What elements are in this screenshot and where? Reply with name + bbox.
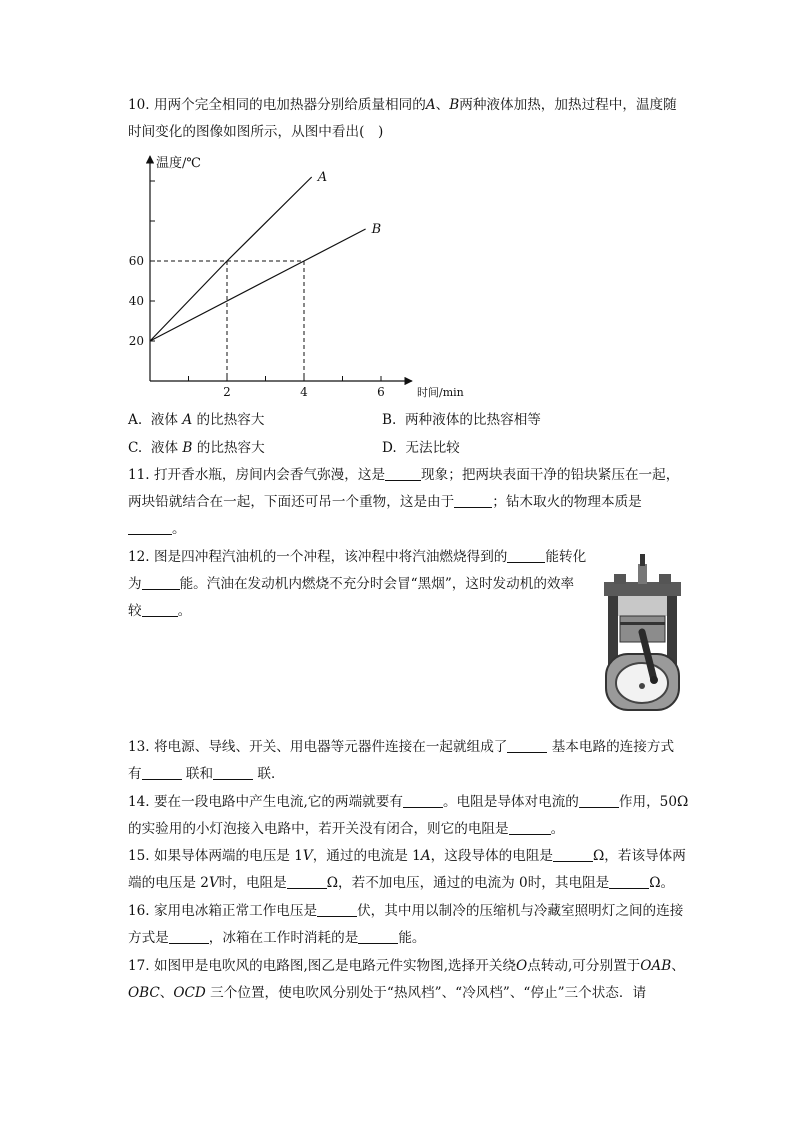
q10-option-d[interactable] xyxy=(382,439,460,457)
q15-unit-v: V xyxy=(302,848,313,864)
option-c-label: C. xyxy=(128,440,143,456)
graph-axes xyxy=(150,156,412,381)
spark-plug-top xyxy=(640,554,645,566)
option-a-text-2: 的比热容大 xyxy=(196,412,265,428)
q12-text-3: 为 xyxy=(128,576,142,592)
q11-text-4: ；钻木取火的物理本质是 xyxy=(492,494,642,510)
q10-stem-text-3: 时间变化的图像如图所示，从图中看出( ) xyxy=(128,124,384,140)
q13-text-3: 有 xyxy=(128,766,142,782)
q17-line-1 xyxy=(128,957,685,975)
q17-ocd: OCD xyxy=(173,985,206,1001)
y-tick-label: 40 xyxy=(128,294,144,308)
q16-blank-2[interactable] xyxy=(169,929,209,944)
q16-text-2: 伏，其中用以制冷的压缩机与冷藏室照明灯之间的连接 xyxy=(357,903,684,919)
q13-text-4: 联和 xyxy=(181,766,214,782)
series-line-a xyxy=(150,177,312,341)
option-c-text: 液体 xyxy=(150,440,179,456)
option-c-text-2: 的比热容大 xyxy=(196,440,265,456)
q16-blank-3[interactable] xyxy=(358,929,398,944)
x-tick-label: 6 xyxy=(377,385,385,399)
q12-blank-3[interactable] xyxy=(142,602,178,617)
q13-text-5: 联． xyxy=(253,766,285,782)
q11-line-3 xyxy=(128,520,186,538)
engine-head xyxy=(604,582,681,596)
q14-blank-2[interactable] xyxy=(579,793,619,808)
q12-text-5: 较 xyxy=(128,603,142,619)
q12-line-2 xyxy=(128,575,574,593)
q14-line-2 xyxy=(128,820,564,838)
q14-blank-3[interactable] xyxy=(509,820,551,835)
q14-text-5: 。 xyxy=(550,821,565,837)
q12-text-2: 能转化 xyxy=(545,549,587,565)
q17-text: 17. 如图甲是电吹风的电路图,图乙是电路元件实物图,选择开关绕 xyxy=(128,958,517,974)
q11-blank-2[interactable] xyxy=(454,493,492,508)
q14-text: 14. 要在一段电路中产生电流,它的两端就要有 xyxy=(128,794,403,810)
x-tick-label: 4 xyxy=(300,385,308,399)
exhaust-valve xyxy=(659,574,671,584)
option-d-label: D. xyxy=(382,440,397,456)
option-b-text: 两种液体的比热容相等 xyxy=(404,412,541,428)
piston-ring xyxy=(620,622,665,625)
q15-unit-v-2: V xyxy=(208,875,219,891)
q17-point-o: O xyxy=(516,958,528,974)
q12-blank-1[interactable] xyxy=(507,548,545,563)
option-a-label: A. xyxy=(128,412,143,428)
q16-line-2 xyxy=(128,929,426,947)
q11-line-2 xyxy=(128,493,642,511)
q16-text-5: 能。 xyxy=(398,930,426,946)
q14-text-2: 。电阻是导体对电流的 xyxy=(442,794,579,810)
q15-blank-3[interactable] xyxy=(609,874,649,889)
q13-line-1 xyxy=(128,738,674,756)
q12-line-1 xyxy=(128,548,586,566)
q16-text: 16. 家用电冰箱正常工作电压是 xyxy=(128,903,318,919)
q15-text-3: ，这段导体的电阻是 xyxy=(430,848,553,864)
q17-text-3: 三个位置，使电吹风分别处于“热风档”、“冷风档”、“停止”三个状态．请 xyxy=(205,985,647,1001)
intake-valve xyxy=(614,574,626,584)
q15-text-5: 端的电压是 2 xyxy=(128,875,209,891)
q15-unit-a: A xyxy=(420,848,431,864)
q11-text: 11. 打开香水瓶，房间内会香气弥漫，这是 xyxy=(128,467,386,483)
q14-text-4: 的实验用的小灯泡接入电路中，若开关没有闭合，则它的电阻是 xyxy=(128,821,509,837)
y-tick-label: 60 xyxy=(128,254,144,268)
q12-text: 12. 图是四冲程汽油机的一个冲程，该冲程中将汽油燃烧得到的 xyxy=(128,549,508,565)
q17-line-2 xyxy=(128,984,646,1002)
q12-line-3 xyxy=(128,602,191,620)
cylinder-chamber xyxy=(618,596,667,616)
q12-blank-2[interactable] xyxy=(142,575,180,590)
q10-var-a: A xyxy=(425,97,436,113)
y-axis-label: 温度/℃ xyxy=(156,156,201,171)
q16-line-1 xyxy=(128,902,683,920)
q10-number: 10. xyxy=(128,97,150,113)
series-label-b: B xyxy=(371,222,382,237)
q10-option-c[interactable] xyxy=(128,439,265,457)
q13-line-2 xyxy=(128,765,285,783)
q17-text-2: 点转动,可分别置于 xyxy=(527,958,641,974)
q13-text: 13. 将电源、导线、开关、用电器等元器件连接在一起就组成了 xyxy=(128,739,508,755)
q13-blank-3[interactable] xyxy=(213,765,253,780)
spark-plug-body xyxy=(638,564,647,584)
q15-text-4: Ω，若该导体两 xyxy=(593,848,686,864)
q16-text-3: 方式是 xyxy=(128,930,169,946)
graph-guide-lines xyxy=(150,261,304,381)
x-axis-label: 时间/min xyxy=(417,386,464,399)
crankshaft-center xyxy=(639,683,645,689)
crank-pin xyxy=(650,676,658,684)
option-a-text: 液体 xyxy=(150,412,178,428)
q15-line-1 xyxy=(128,847,686,865)
q10-sep: 、 xyxy=(435,97,450,113)
q15-text-6: 时，电阻是 xyxy=(218,875,287,891)
q14-text-3: 作用，50Ω xyxy=(618,794,689,810)
q17-oab: OAB xyxy=(640,958,672,974)
q11-blank-1[interactable] xyxy=(385,466,421,481)
q13-text-2: 基本电路的连接方式 xyxy=(547,739,675,755)
engine-cylinder-illustration xyxy=(600,552,685,714)
series-label-a: A xyxy=(317,170,328,185)
q15-text-7: Ω，若不加电压，通过的电流为 0时，其电阻是 xyxy=(326,875,610,891)
q14-line-1 xyxy=(128,793,688,811)
x-tick-label: 2 xyxy=(223,385,231,399)
q17-sep: 、 xyxy=(671,958,685,974)
q10-var-b: B xyxy=(449,97,460,113)
q15-line-2 xyxy=(128,874,674,892)
engine-block-right-wall xyxy=(667,592,677,666)
q10-option-b[interactable] xyxy=(382,411,541,429)
q10-option-a[interactable] xyxy=(128,411,264,429)
series-line-b xyxy=(150,229,366,341)
q14-blank-1[interactable] xyxy=(403,793,443,808)
q13-blank-1[interactable] xyxy=(507,738,547,753)
q11-blank-3[interactable] xyxy=(128,520,172,535)
q13-blank-2[interactable] xyxy=(142,765,182,780)
q15-text-2: ，通过的电流是 1 xyxy=(312,848,421,864)
option-b-label: B. xyxy=(382,412,397,428)
q16-blank-1[interactable] xyxy=(317,902,357,917)
q15-blank-1[interactable] xyxy=(553,847,593,862)
option-d-text: 无法比较 xyxy=(405,440,460,456)
q17-obc: OBC xyxy=(128,985,160,1001)
q10-stem-text-2: 两种液体加热，加热过程中，温度随 xyxy=(459,97,677,113)
engine-block-left-wall xyxy=(608,592,618,666)
q16-text-4: ，冰箱在工作时消耗的是 xyxy=(208,930,359,946)
option-c-var: B xyxy=(182,440,193,456)
option-a-var: A xyxy=(182,412,193,428)
q12-text-4: 能。汽油在发动机内燃烧不充分时会冒“黑烟”，这时发动机的效率 xyxy=(179,576,575,592)
graph-series xyxy=(150,177,366,341)
q15-text: 15. 如果导体两端的电压是 1 xyxy=(128,848,303,864)
q11-text-3: 两块铅就结合在一起，下面还可吊一个重物，这是由于 xyxy=(128,494,455,510)
q11-text-5: 。 xyxy=(172,521,186,537)
q17-sep-2: 、 xyxy=(159,985,174,1001)
q11-text-2: 现象；把两块表面干净的铅块紧压在一起， xyxy=(421,467,680,483)
q15-blank-2[interactable] xyxy=(287,874,327,889)
q12-text-6: 。 xyxy=(177,603,192,619)
y-tick-label: 20 xyxy=(128,334,144,348)
q10-stem-text: 用两个完全相同的电加热器分别给质量相同的 xyxy=(153,97,426,113)
q15-text-8: Ω。 xyxy=(649,875,675,891)
q11-line-1 xyxy=(128,466,679,484)
